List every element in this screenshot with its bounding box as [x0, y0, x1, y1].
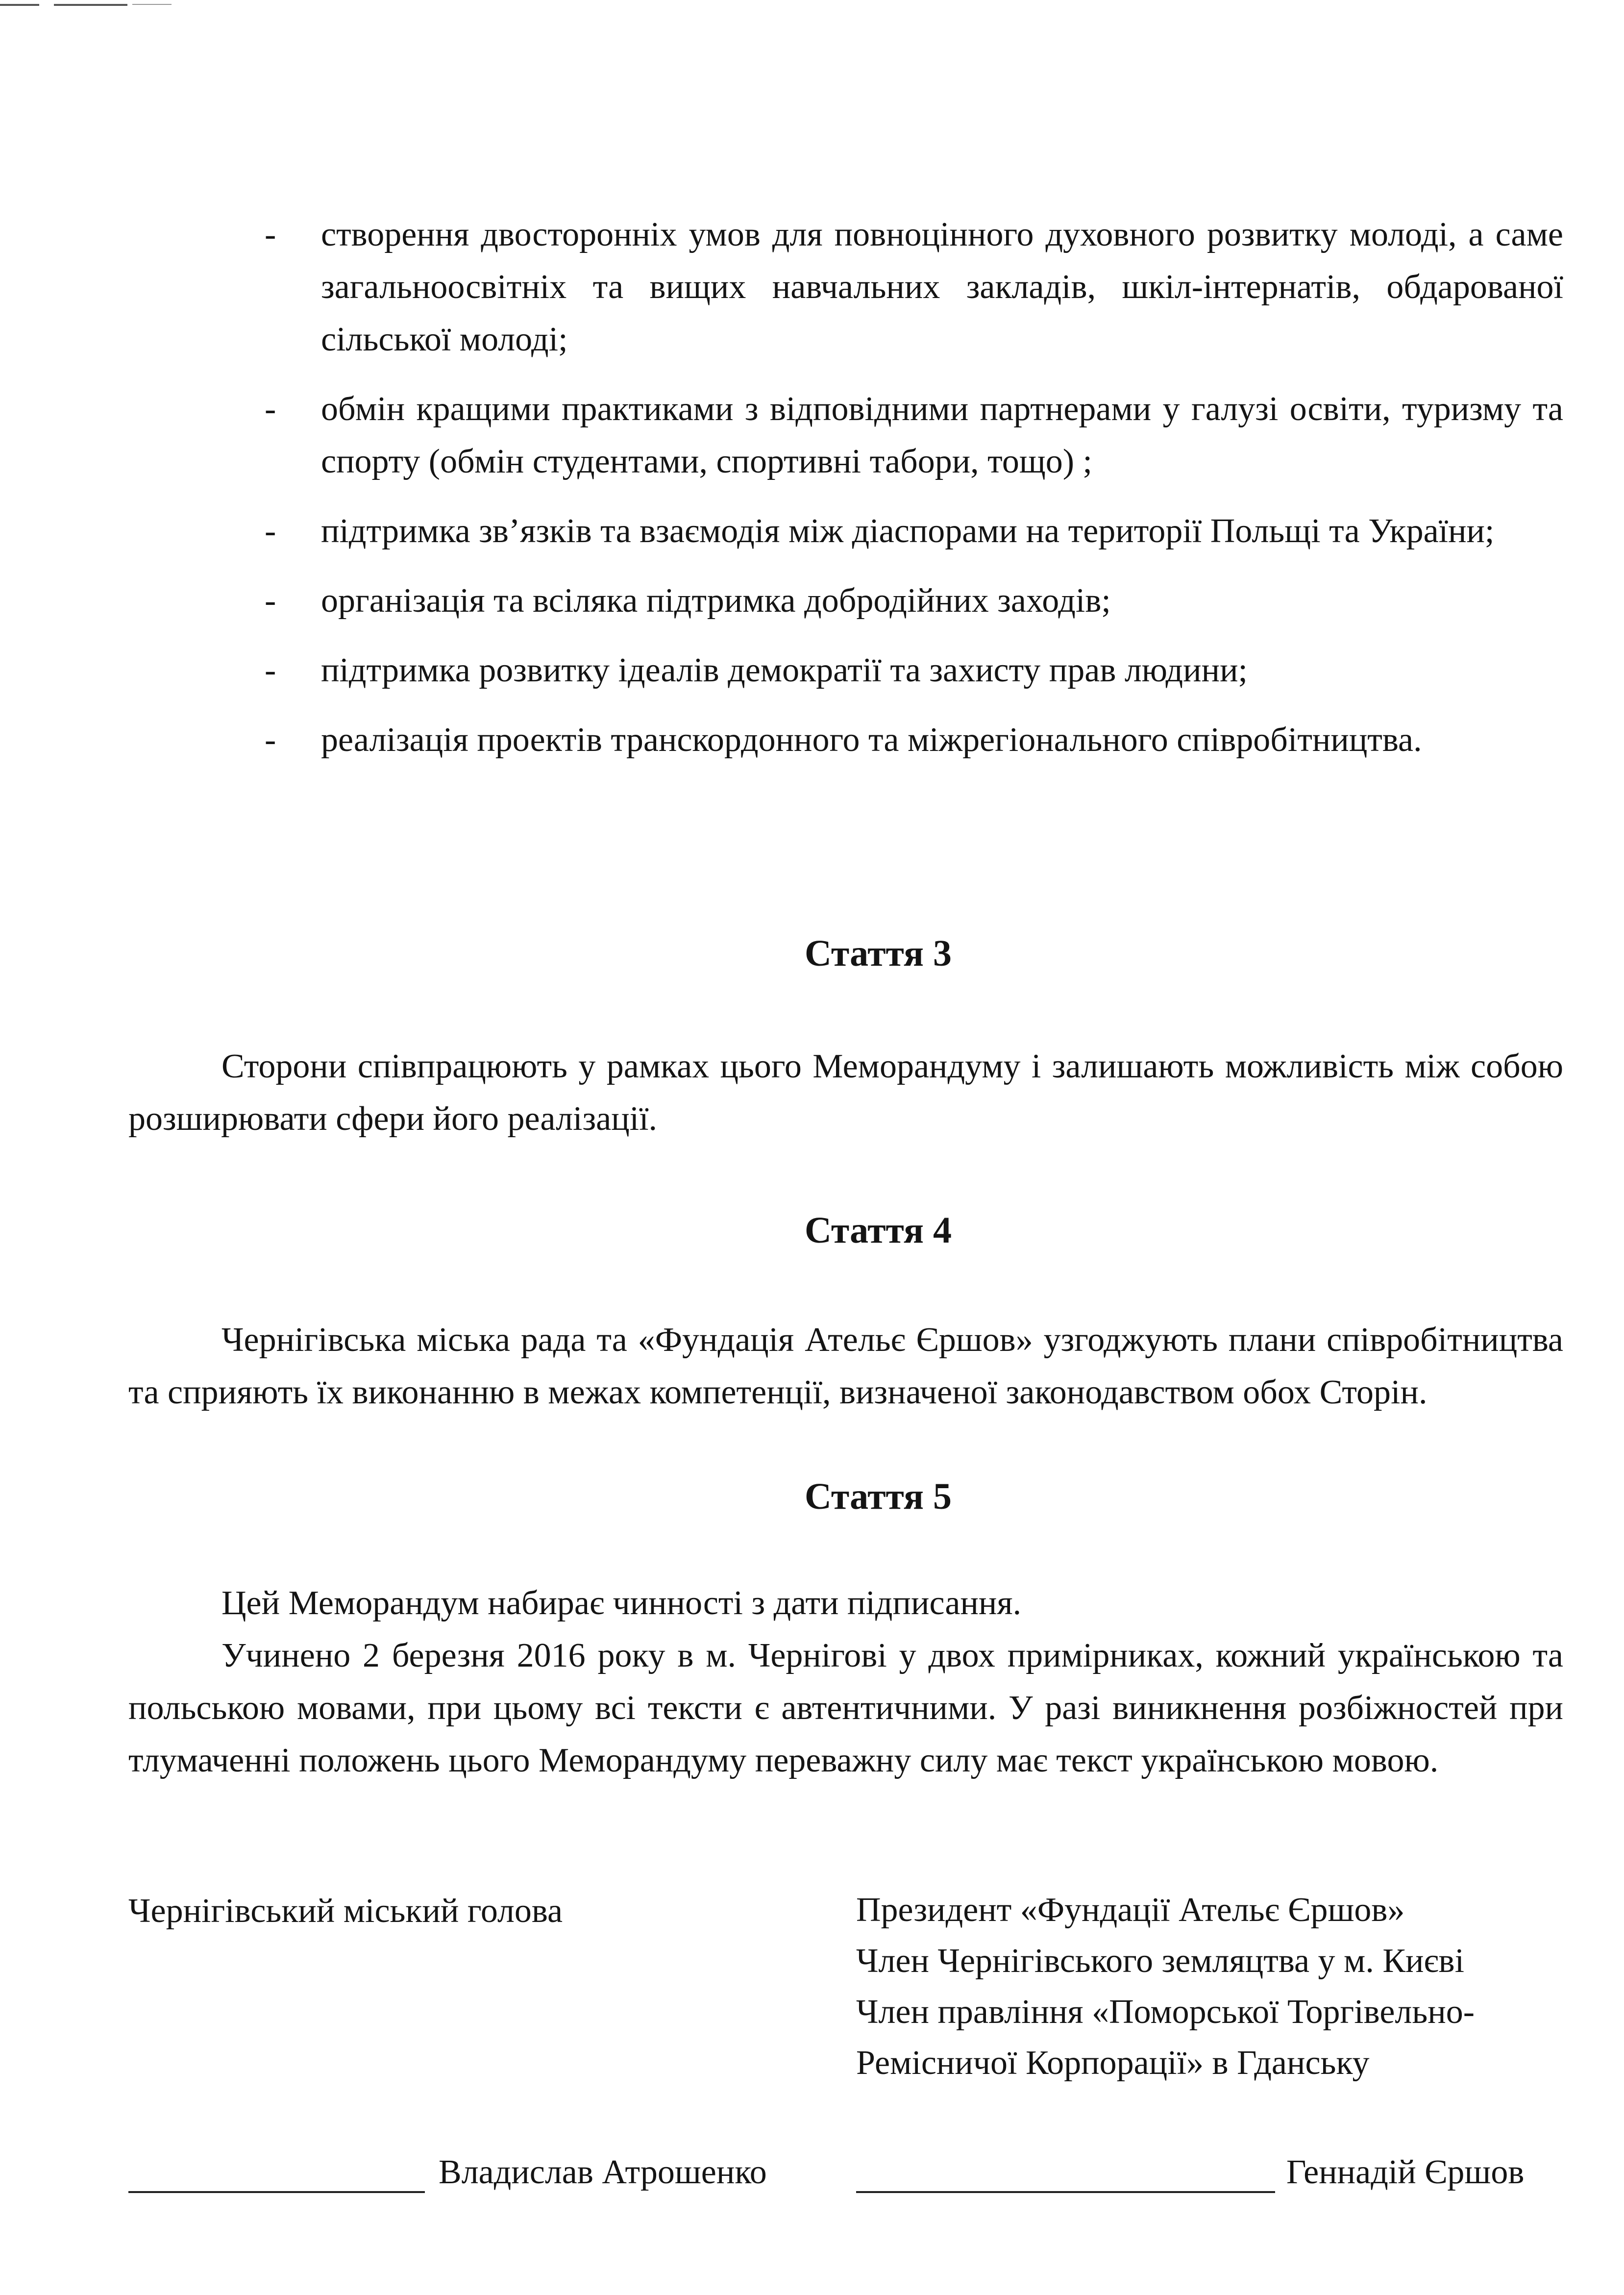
article-5-heading: Стаття 5 [805, 1476, 952, 1517]
bullet-dash: - [265, 582, 276, 620]
left-signature-line [128, 2191, 425, 2193]
right-signatory-title-line: Член Чернігівського земляцтва у м. Києві [856, 1942, 1465, 1980]
article-3-heading: Стаття 3 [805, 933, 952, 974]
list-item [265, 383, 1563, 488]
list-item [265, 208, 1563, 366]
right-signature-line [856, 2191, 1275, 2193]
article-5-done-text: Учинено 2 березня 2016 року в м. Чернігові у двох примірниках, кожний українською та польською мовами, при цьому всі тексти є автентичними. У разі виникнення розбіжностей при тлумаченні положень цього Меморандуму переважну силу має текст українською мовою. [128, 1637, 1563, 1779]
article-5-effective-text: Цей Меморандум набирає чинності з дати підписання. [221, 1584, 1022, 1622]
list-item-text: обмін кращими практиками з відповідними партнерами у галузі освіти, туризму та спорту (обмін студентами, спортивні табори, тощо) ; [321, 390, 1563, 480]
left-signatory-title: Чернігівський міський голова [128, 1892, 563, 1930]
list-item [265, 505, 1563, 557]
right-signatory-title-line: Ремісничої Корпорації» в Гданську [856, 2044, 1370, 2082]
scan-artifact [0, 4, 39, 6]
bullet-dash: - [265, 651, 276, 689]
list-item-text: підтримка зв’язків та взаємодія між діаспорами на території Польщі та України; [321, 512, 1495, 550]
list-item-text: підтримка розвитку ідеалів демократії та захисту прав людини; [321, 651, 1248, 689]
objectives-list [265, 208, 1563, 783]
bullet-dash: - [265, 216, 276, 253]
list-item [265, 644, 1563, 697]
list-item-text: організація та всіляка підтримка добродійних заходів; [321, 582, 1111, 620]
right-signatory-titles [856, 1885, 1475, 2089]
article-4-heading: Стаття 4 [805, 1210, 952, 1251]
bullet-dash: - [265, 512, 276, 550]
right-signatory-title-line: Президент «Фундації Ательє Єршов» [856, 1891, 1405, 1929]
left-signatory-name: Владислав Атрошенко [439, 2153, 767, 2191]
list-item-text: реалізація проектів транскордонного та міжрегіонального співробітництва. [321, 721, 1422, 759]
article-4-text: Чернігівська міська рада та «Фундація Ательє Єршов» узгоджують плани співробітництва та сприяють їх виконанню в межах компетенції, визначеної законодавством обох Сторін. [128, 1321, 1563, 1411]
right-signatory-title-line: Член правління «Поморської Торгівельно- [856, 1993, 1475, 2031]
list-item-text: створення двосторонніх умов для повноцінного духовного розвитку молоді, а саме загальноосвітніх та вищих навчальних закладів, шкіл-інтернатів, обдарованої сільської молоді; [321, 216, 1563, 358]
bullet-dash: - [265, 390, 276, 428]
list-item [265, 714, 1563, 766]
right-signatory-name: Геннадій Єршов [1286, 2153, 1525, 2191]
bullet-dash: - [265, 721, 276, 759]
scan-artifact [132, 4, 172, 5]
article-3-text: Сторони співпрацюють у рамках цього Меморандуму і залишають можливість між собою розширювати сфери його реалізації. [128, 1048, 1563, 1138]
list-item [265, 574, 1563, 627]
scan-artifact [54, 4, 127, 6]
